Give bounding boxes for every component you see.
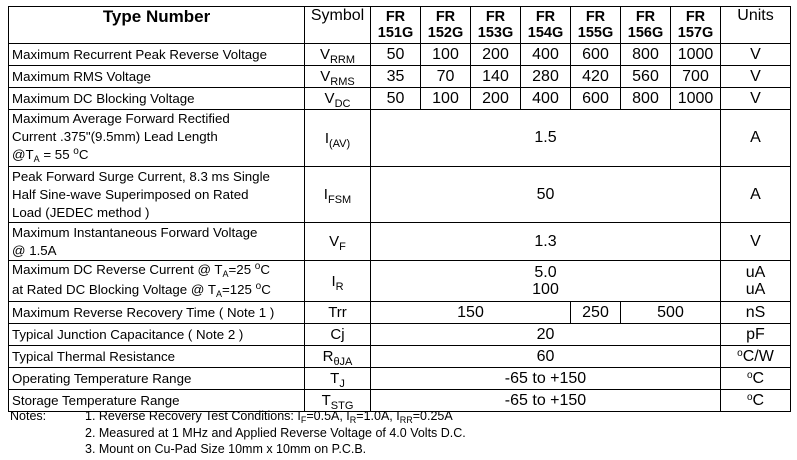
value-cell: 50: [371, 167, 721, 223]
header-row: [9, 7, 791, 44]
value-cell: 70: [421, 66, 471, 88]
part-header-157g: FR 157G: [671, 7, 721, 44]
part-header-151g: FR 151G: [371, 7, 421, 44]
param-label: Typical Thermal Resistance: [9, 346, 305, 368]
value-cell: -65 to +150: [371, 390, 721, 412]
value-cell: 1000: [671, 44, 721, 66]
units-header: Units: [721, 7, 791, 44]
symbol-cell: $I_R$: [305, 261, 371, 302]
unit-cell: A: [721, 110, 791, 167]
symbol-header: Symbol: [305, 7, 371, 44]
symbol-cell: $T_J$: [305, 368, 371, 390]
part-header-155g: FR 155G: [571, 7, 621, 44]
table-row-trr: [9, 302, 791, 324]
value-cell: 800: [621, 44, 671, 66]
unit-cell: nS: [721, 302, 791, 324]
unit-cell: A: [721, 167, 791, 223]
symbol-cell: $I_{(AV)}$: [305, 110, 371, 167]
note-3: 3. Mount on Cu-Pad Size 10mm x 10mm on P.C.B.: [85, 442, 367, 456]
note-2: 2. Measured at 1 MHz and Applied Reverse Voltage of 4.0 Volts D.C.: [85, 426, 466, 440]
param-label: Maximum Reverse Recovery Time ( Note 1 ): [9, 302, 305, 324]
value-cell: 400: [521, 88, 571, 110]
value-cell: 1.5: [371, 110, 721, 167]
part-header-156g: FR 156G: [621, 7, 671, 44]
value-cell: 600: [571, 44, 621, 66]
table-row-ifsm: [9, 167, 791, 223]
symbol-cell: $V_F$: [305, 223, 371, 261]
value-cell: 1.3: [371, 223, 721, 261]
notes-list: [85, 408, 685, 457]
param-label: Maximum Average Forward Rectified Current .375"(9.5mm) Lead Length $@T_A = 55$ $^o$C: [9, 110, 305, 167]
param-label: Maximum Recurrent Peak Reverse Voltage: [9, 44, 305, 66]
unit-cell: V: [721, 88, 791, 110]
unit-cell: V: [721, 66, 791, 88]
value-cell: 140: [471, 66, 521, 88]
param-label: Typical Junction Capacitance ( Note 2 ): [9, 324, 305, 346]
table-row-iav: [9, 110, 791, 167]
param-label: Maximum DC Reverse Current @ $T_A=25$ $^o$C at Rated DC Blocking Voltage @ $T_A=125$ $^o$C: [9, 261, 305, 302]
value-cell: 50: [371, 88, 421, 110]
value-cell: 500: [621, 302, 721, 324]
table-row-vrrm: [9, 44, 791, 66]
value-cell: 200: [471, 44, 521, 66]
param-label: Maximum RMS Voltage: [9, 66, 305, 88]
value-cell: 600: [571, 88, 621, 110]
value-cell: 200: [471, 88, 521, 110]
param-label: Storage Temperature Range: [9, 390, 305, 412]
symbol-cell: Trr: [305, 302, 371, 324]
value-cell: 60: [371, 346, 721, 368]
param-label: Maximum DC Blocking Voltage: [9, 88, 305, 110]
value-cell: 700: [671, 66, 721, 88]
ratings-table: [8, 6, 791, 412]
value-cell: 400: [521, 44, 571, 66]
value-cell: 100: [421, 88, 471, 110]
table-row-vdc: [9, 88, 791, 110]
symbol-cell: Cj: [305, 324, 371, 346]
param-label: Maximum Instantaneous Forward Voltage @ 1.5A: [9, 223, 305, 261]
value-cell: 5.0 100: [371, 261, 721, 302]
value-cell: 35: [371, 66, 421, 88]
part-header-153g: FR 153G: [471, 7, 521, 44]
unit-cell: uA uA: [721, 261, 791, 302]
unit-cell: $^o$C/W: [721, 346, 791, 368]
value-cell: 1000: [671, 88, 721, 110]
symbol-cell: $I_{FSM}$: [305, 167, 371, 223]
value-cell: 20: [371, 324, 721, 346]
unit-cell: V: [721, 44, 791, 66]
symbol-cell: $V_{RMS}$: [305, 66, 371, 88]
note-1: 1. Reverse Recovery Test Conditions: $I_F=0.5A$, $I_R=1.0A$, $I_{RR}=0.25A$: [85, 409, 453, 425]
table-row-vf: [9, 223, 791, 261]
table-row-ir: [9, 261, 791, 302]
value-cell: -65 to +150: [371, 368, 721, 390]
value-cell: 250: [571, 302, 621, 324]
unit-cell: $^o$C: [721, 390, 791, 412]
part-header-154g: FR 154G: [521, 7, 571, 44]
value-cell: 420: [571, 66, 621, 88]
table-row-tj: [9, 368, 791, 390]
symbol-cell: $R_{\theta JA}$: [305, 346, 371, 368]
value-cell: 800: [621, 88, 671, 110]
type-number-header: Type Number: [9, 7, 305, 44]
value-cell: 50: [371, 44, 421, 66]
table-row-rth: [9, 346, 791, 368]
param-label: Operating Temperature Range: [9, 368, 305, 390]
table-row-vrms: [9, 66, 791, 88]
unit-cell: $^o$C: [721, 368, 791, 390]
symbol-cell: $V_{DC}$: [305, 88, 371, 110]
part-header-152g: FR 152G: [421, 7, 471, 44]
symbol-cell: $T_{STG}$: [305, 390, 371, 412]
param-label: Peak Forward Surge Current, 8.3 ms Single Half Sine-wave Superimposed on Rated Load (JEDEC method ): [9, 167, 305, 223]
unit-cell: V: [721, 223, 791, 261]
value-cell: 100: [421, 44, 471, 66]
value-cell: 280: [521, 66, 571, 88]
notes-label: Notes:: [10, 409, 47, 423]
value-cell: 560: [621, 66, 671, 88]
table-row-cj: [9, 324, 791, 346]
symbol-cell: $V_{RRM}$: [305, 44, 371, 66]
unit-cell: pF: [721, 324, 791, 346]
value-cell: 150: [371, 302, 571, 324]
